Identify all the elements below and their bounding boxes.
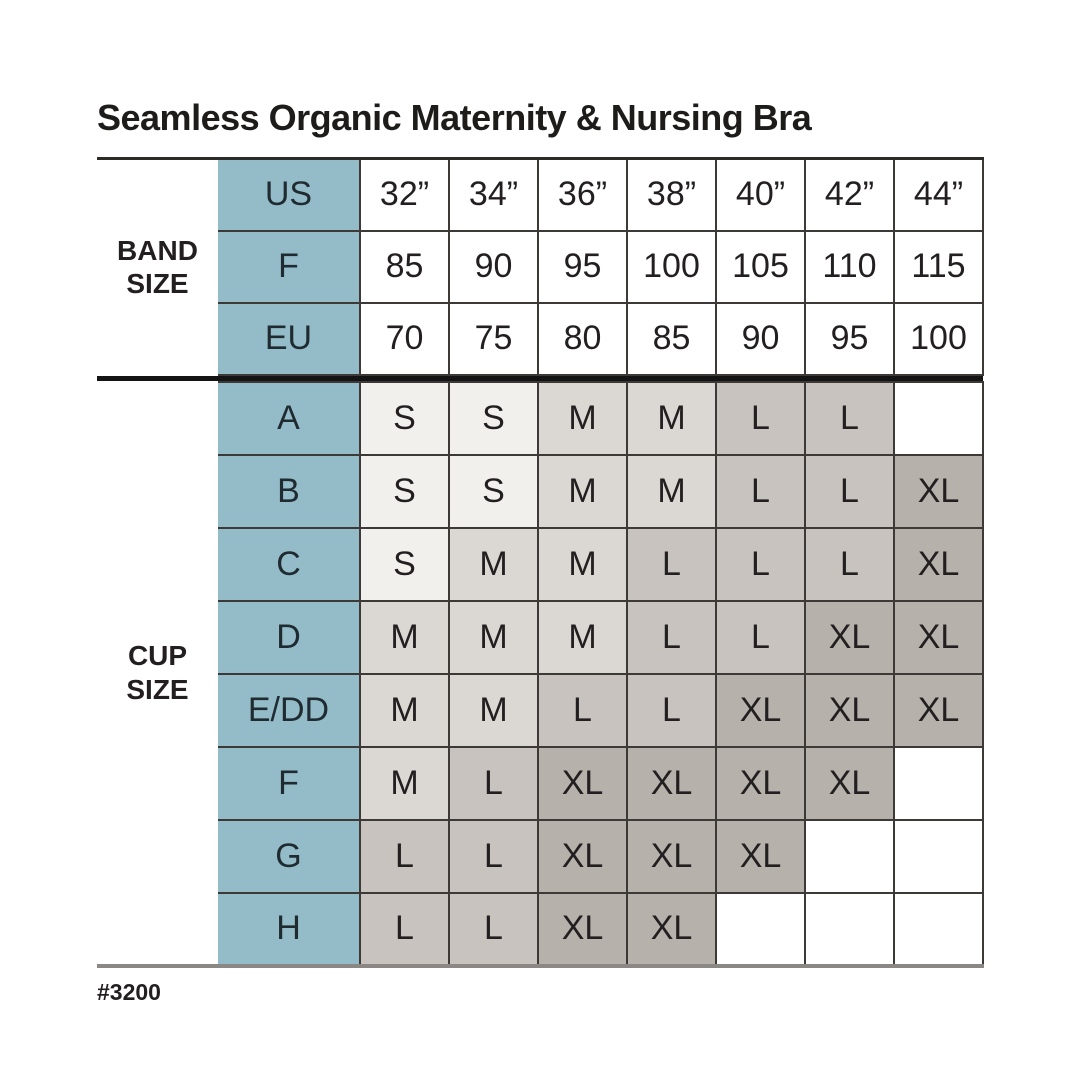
band-cell: 110 <box>805 231 894 303</box>
band-cell: 95 <box>805 303 894 375</box>
cup-cell: XL <box>805 747 894 820</box>
band-cell: 80 <box>538 303 627 375</box>
table-row-f-band <box>97 231 983 303</box>
row-label-us: US <box>218 159 360 231</box>
cup-cell: XL <box>894 528 983 601</box>
cup-cell: L <box>627 601 716 674</box>
cup-cell: XL <box>805 674 894 747</box>
band-cell: 38” <box>627 159 716 231</box>
cup-label-line1: CUP <box>127 640 188 672</box>
cup-cell: L <box>360 820 449 893</box>
band-cell: 32” <box>360 159 449 231</box>
cup-cell: XL <box>894 601 983 674</box>
cup-cell <box>805 893 894 966</box>
band-cell: 105 <box>716 231 805 303</box>
cup-cell: M <box>538 455 627 528</box>
cup-cell: M <box>627 382 716 455</box>
table-row-cup-d <box>97 601 983 674</box>
cup-cell <box>805 820 894 893</box>
table-row-cup-f <box>97 747 983 820</box>
cup-cell: L <box>716 382 805 455</box>
band-cell: 40” <box>716 159 805 231</box>
cup-size-section-label <box>97 382 218 966</box>
cup-cell: XL <box>894 674 983 747</box>
table-row-eu <box>97 303 983 375</box>
row-label-cup-edd: E/DD <box>218 674 360 747</box>
band-cell: 85 <box>360 231 449 303</box>
cup-cell: S <box>449 382 538 455</box>
cup-cell: XL <box>716 747 805 820</box>
cup-cell: XL <box>538 893 627 966</box>
cup-cell: M <box>449 674 538 747</box>
cup-cell: L <box>449 747 538 820</box>
band-label-line1: BAND <box>117 235 198 267</box>
section-divider <box>97 375 983 382</box>
row-label-cup-b: B <box>218 455 360 528</box>
cup-cell: M <box>449 601 538 674</box>
cup-cell: XL <box>538 820 627 893</box>
cup-cell: XL <box>627 893 716 966</box>
table-row-cup-edd <box>97 674 983 747</box>
band-size-section-label <box>97 159 218 375</box>
cup-cell: XL <box>627 747 716 820</box>
cup-cell: M <box>449 528 538 601</box>
band-label-line2: SIZE <box>126 268 189 300</box>
cup-cell: L <box>627 674 716 747</box>
cup-cell: XL <box>894 455 983 528</box>
cup-cell: L <box>805 528 894 601</box>
band-cell: 75 <box>449 303 538 375</box>
band-cell: 85 <box>627 303 716 375</box>
cup-cell: M <box>538 382 627 455</box>
cup-cell <box>894 382 983 455</box>
cup-cell <box>894 747 983 820</box>
cup-cell: L <box>716 601 805 674</box>
cup-cell: M <box>538 601 627 674</box>
row-label-cup-c: C <box>218 528 360 601</box>
band-cell: 42” <box>805 159 894 231</box>
band-cell: 44” <box>894 159 983 231</box>
cup-cell: S <box>360 382 449 455</box>
cup-cell: M <box>360 601 449 674</box>
size-chart-table <box>97 157 984 968</box>
cup-cell: M <box>538 528 627 601</box>
cup-cell: L <box>627 528 716 601</box>
cup-cell: L <box>538 674 627 747</box>
table-row-cup-c <box>97 528 983 601</box>
cup-cell: L <box>449 893 538 966</box>
cup-cell: L <box>716 455 805 528</box>
cup-cell: L <box>360 893 449 966</box>
table-row-cup-b <box>97 455 983 528</box>
cup-cell: S <box>449 455 538 528</box>
cup-cell <box>716 893 805 966</box>
cup-cell: L <box>449 820 538 893</box>
row-label-cup-a: A <box>218 382 360 455</box>
cup-cell: S <box>360 455 449 528</box>
table-row-cup-g <box>97 820 983 893</box>
sku-number: #3200 <box>97 978 161 1005</box>
row-label-cup-f: F <box>218 747 360 820</box>
cup-cell: XL <box>627 820 716 893</box>
cup-cell <box>894 820 983 893</box>
cup-cell: XL <box>538 747 627 820</box>
table-row-cup-a <box>97 382 983 455</box>
band-cell: 90 <box>449 231 538 303</box>
row-label-cup-g: G <box>218 820 360 893</box>
row-label-cup-d: D <box>218 601 360 674</box>
band-cell: 100 <box>627 231 716 303</box>
cup-cell: S <box>360 528 449 601</box>
cup-cell: L <box>805 382 894 455</box>
cup-cell: M <box>627 455 716 528</box>
cup-cell: M <box>360 674 449 747</box>
band-cell: 95 <box>538 231 627 303</box>
band-cell: 100 <box>894 303 983 375</box>
cup-cell: XL <box>716 674 805 747</box>
cup-cell: L <box>716 528 805 601</box>
band-cell: 70 <box>360 303 449 375</box>
cup-cell: XL <box>805 601 894 674</box>
band-cell: 115 <box>894 231 983 303</box>
chart-title: Seamless Organic Maternity & Nursing Bra <box>97 97 812 138</box>
cup-cell: M <box>360 747 449 820</box>
cup-cell: L <box>805 455 894 528</box>
row-label-eu: EU <box>218 303 360 375</box>
row-label-f-band: F <box>218 231 360 303</box>
cup-cell: XL <box>716 820 805 893</box>
section-divider-line <box>97 375 983 382</box>
row-label-cup-h: H <box>218 893 360 966</box>
cup-cell <box>894 893 983 966</box>
cup-label-line2: SIZE <box>126 673 189 705</box>
band-cell: 90 <box>716 303 805 375</box>
table-row-cup-h <box>97 893 983 966</box>
table-row-us <box>97 159 983 231</box>
band-cell: 36” <box>538 159 627 231</box>
band-cell: 34” <box>449 159 538 231</box>
